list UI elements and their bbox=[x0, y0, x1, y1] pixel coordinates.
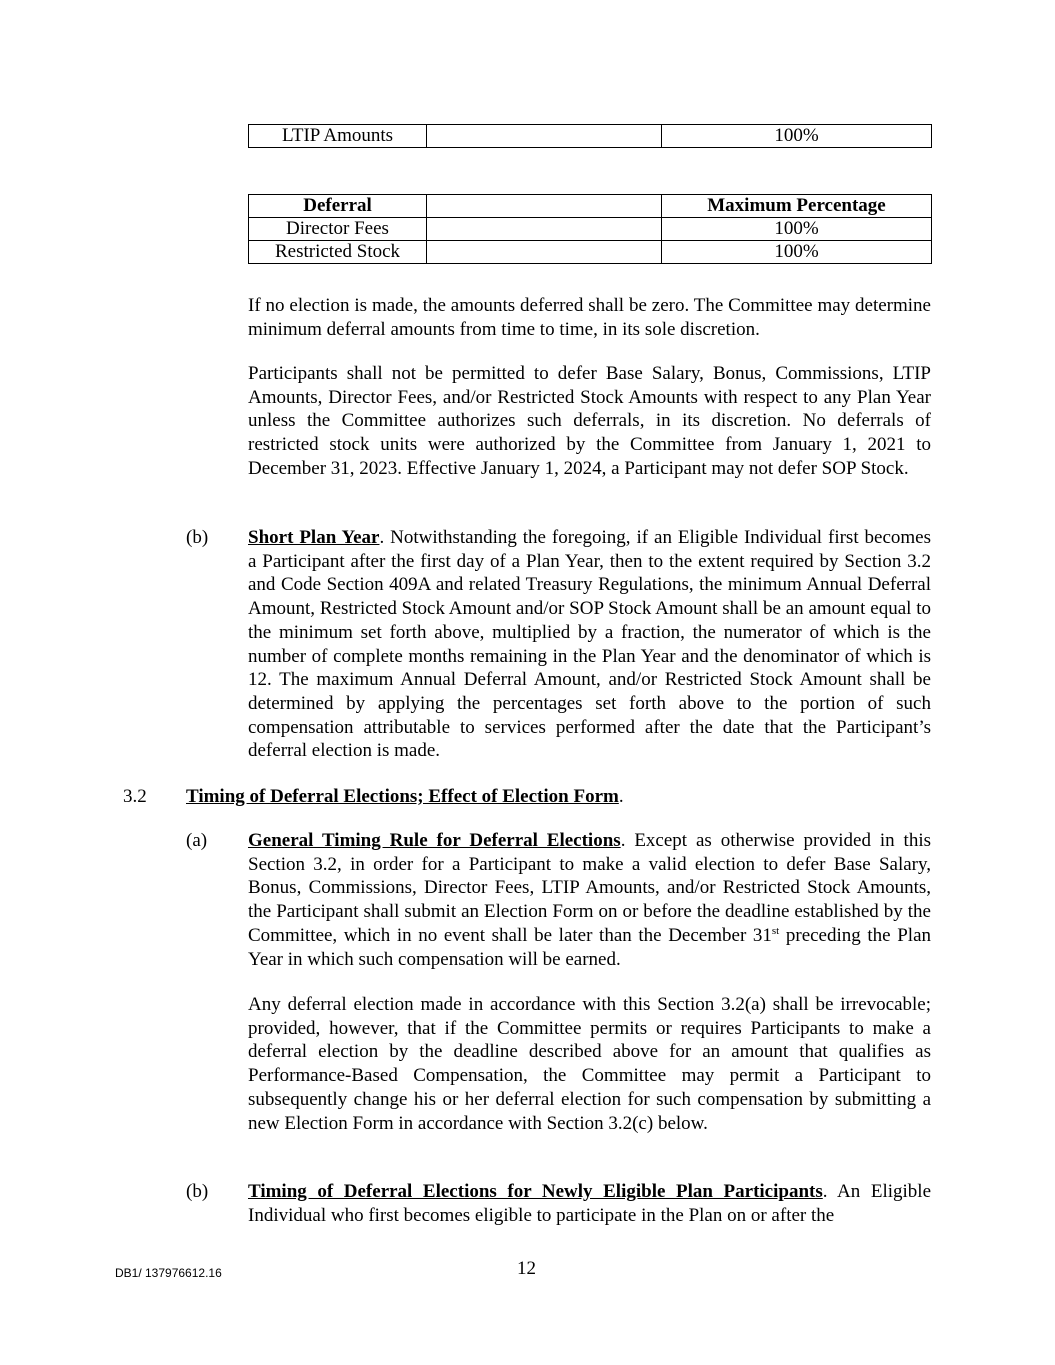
table-cell-percentage: 100% bbox=[662, 218, 932, 241]
table-cell-deferral: Restricted Stock bbox=[249, 241, 427, 264]
ltip-table bbox=[248, 124, 932, 148]
table-row bbox=[249, 125, 932, 148]
header-blank bbox=[427, 195, 662, 218]
general-timing-body: . Except as otherwise provided in this Section 3.2, in order for a Participant to make a valid election to defer Base Salary, Bonus, Commissions, Director Fees, LTIP Amounts, and/or Restricted Stock Amounts, the Participant shall submit an Election Form on or before the deadline established by the Committee, which in no event shall be later than the December 31 bbox=[248, 830, 931, 946]
general-timing-paragraph bbox=[248, 829, 931, 971]
table-row bbox=[249, 218, 932, 241]
short-plan-year-paragraph bbox=[248, 526, 931, 763]
table-cell-percentage: 100% bbox=[662, 241, 932, 264]
newly-eligible-label: (b) bbox=[186, 1181, 209, 1202]
table-cell-blank bbox=[427, 241, 662, 264]
table-cell-deferral: LTIP Amounts bbox=[249, 125, 427, 148]
no-election-paragraph: If no election is made, the amounts deferred shall be zero. The Committee may determine minimum deferral amounts from time to time, in its sole discretion. bbox=[248, 295, 931, 340]
section-heading bbox=[186, 785, 931, 809]
newly-eligible-paragraph bbox=[248, 1180, 931, 1227]
general-timing-label: (a) bbox=[186, 830, 208, 851]
general-timing-body-end: preceding the Plan Year in which such compensation will be earned. bbox=[248, 924, 932, 970]
short-plan-year-body: . Notwithstanding the foregoing, if an Eligible Individual first becomes a Participant after the first day of a Plan Year, then to the extent required by Section 3.2 and Code Section 409A and related Treasury Regulations, the minimum Annual Deferral Amount, Restricted Stock Amount and/or SOP Stock Amount shall be an amount equal to the minimum set forth above, multiplied by a fraction, the numerator of which is the number of complete months remaining in the Plan Year and the denominator of which is 12. The maximum Annual Deferral Amount, and/or Restricted Stock Amount shall be determined by applying the percentages set forth above to the portion of such compensation attributable to services performed after the date that the Participant’s deferral election is made. bbox=[248, 527, 931, 762]
section-title: Timing of Deferral Elections; Effect of Election Form bbox=[186, 786, 619, 807]
table-cell-blank bbox=[427, 125, 662, 148]
not-permitted-paragraph: Participants shall not be permitted to defer Base Salary, Bonus, Commissions, LTIP Amounts, Director Fees, and/or Restricted Stock Amounts with respect to any Plan Year unless the Committee authorizes such deferrals, in its discretion. No deferrals of restricted stock units were authorized by the Committee from January 1, 2021 to December 31, 2023. Effective January 1, 2024, a Participant may not defer SOP Stock. bbox=[248, 363, 931, 479]
table-cell-blank bbox=[427, 218, 662, 241]
page-number: 12 bbox=[517, 1258, 536, 1279]
irrevocable-paragraph: Any deferral election made in accordance with this Section 3.2(a) shall be irrevocable; provided, however, that if the Committee permits or requires Participants to make a deferral election by the deadline described above for an amount that qualifies as Performance-Based Compensation, the Committee may permit a Participant to subsequently change his or her deferral election for such compensation by submitting a new Election Form in accordance with Section 3.2(c) below. bbox=[248, 994, 931, 1134]
table-header-row bbox=[249, 195, 932, 218]
short-plan-year-title: Short Plan Year bbox=[248, 527, 380, 548]
table-cell-deferral: Director Fees bbox=[249, 218, 427, 241]
superscript: st bbox=[771, 924, 780, 937]
header-deferral: Deferral bbox=[249, 195, 427, 218]
document-id: DB1/ 137976612.16 bbox=[115, 1266, 222, 1280]
header-maximum-percentage: Maximum Percentage bbox=[662, 195, 932, 218]
short-plan-year-label: (b) bbox=[186, 527, 209, 548]
deferral-percentage-table bbox=[248, 194, 932, 264]
section-title-suffix: . bbox=[618, 786, 624, 807]
general-timing-title: General Timing Rule for Deferral Elections bbox=[248, 830, 621, 851]
newly-eligible-body: . An Eligible Individual who first becomes eligible to participate in the Plan on or after the bbox=[248, 1181, 932, 1226]
section-number: 3.2 bbox=[123, 786, 147, 807]
newly-eligible-title: Timing of Deferral Elections for Newly Eligible Plan Participants bbox=[248, 1181, 823, 1202]
table-cell-percentage: 100% bbox=[662, 125, 932, 148]
table-row bbox=[249, 241, 932, 264]
